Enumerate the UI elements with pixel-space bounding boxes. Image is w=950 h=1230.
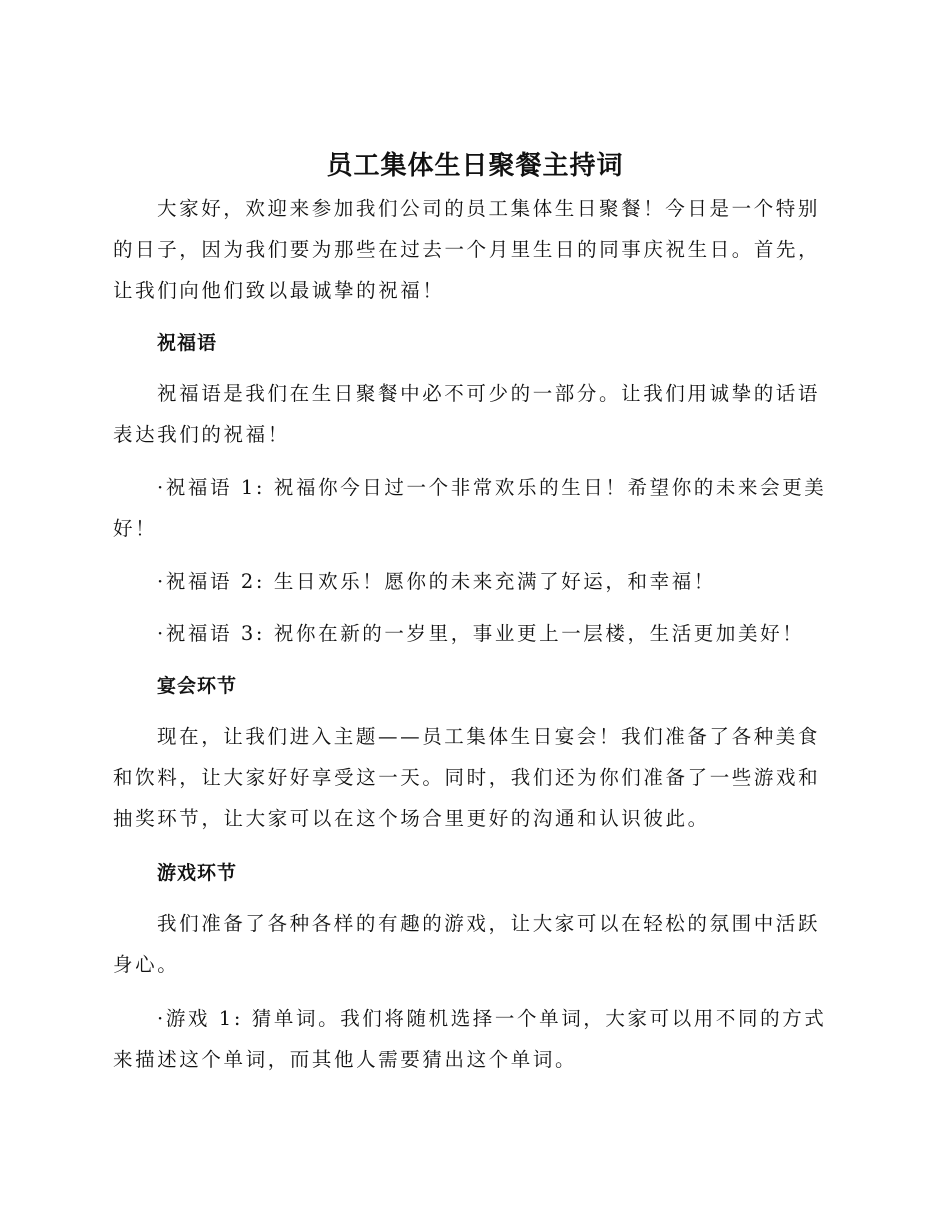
banquet-paragraph: 现在，让我们进入主题——员工集体生日宴会！我们准备了各种美食和饮料，让大家好好享受这一天。同时，我们还为你们准备了一些游戏和抽奖环节，让大家可以在这个场合里更好的沟通和认识彼此。	[113, 725, 821, 830]
section-heading-games: 游戏环节	[157, 862, 238, 884]
blessing-item-text: 生日欢乐！愿你的未来充满了好运，和幸福！	[273, 570, 716, 593]
game-item-text: 猜单词。我们将随机选择一个单词，大家可以用不同的方式来描述这个单词，而其他人需要猜出这个单词。	[113, 1007, 827, 1071]
blessing-list-item	[113, 467, 831, 549]
blessing-list-item	[113, 613, 831, 654]
blessing-list-item	[113, 561, 831, 602]
bullet-marker: ·	[157, 570, 166, 593]
blessing-item-text: 祝福你今日过一个非常欢乐的生日！希望你的未来会更美好！	[113, 476, 827, 540]
game-item-label: 游戏 1:	[165, 1007, 252, 1030]
blessing-item-label: 祝福语 2:	[165, 570, 274, 593]
game-list-item	[113, 998, 831, 1080]
blessing-paragraph: 祝福语是我们在生日聚餐中必不可少的一部分。让我们用诚挚的话语表达我们的祝福！	[113, 382, 821, 446]
bullet-marker: ·	[157, 1007, 166, 1030]
blessing-item-label: 祝福语 3:	[165, 622, 274, 645]
games-paragraph: 我们准备了各种各样的有趣的游戏，让大家可以在轻松的氛围中活跃身心。	[113, 912, 821, 976]
section-heading-banquet: 宴会环节	[157, 675, 238, 697]
blessing-item-text: 祝你在新的一岁里，事业更上一层楼，生活更加美好！	[273, 622, 805, 645]
bullet-marker: ·	[157, 622, 166, 645]
blessing-item-label: 祝福语 1:	[165, 476, 274, 499]
intro-paragraph: 大家好，欢迎来参加我们公司的员工集体生日聚餐！今日是一个特别的日子，因为我们要为那些在过去一个月里生日的同事庆祝生日。首先，让我们向他们致以最诚挚的祝福！	[113, 197, 821, 302]
document-title: 员工集体生日聚餐主持词	[326, 151, 624, 181]
bullet-marker: ·	[157, 476, 166, 499]
section-heading-blessing: 祝福语	[157, 332, 218, 354]
